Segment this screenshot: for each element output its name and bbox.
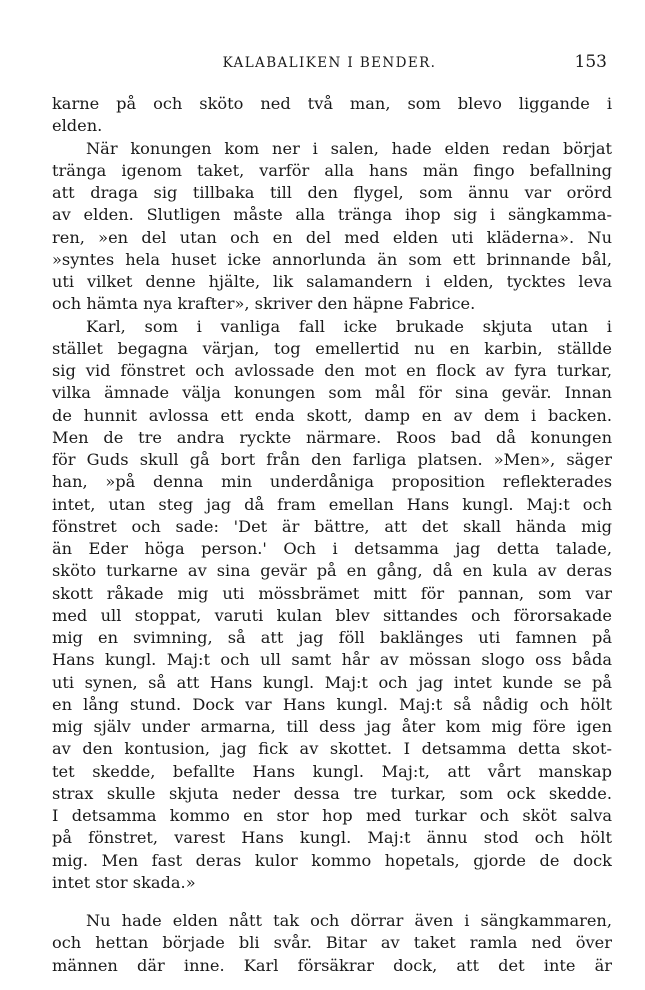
text-line: tet skedde, befallte Hans kungl. Maj:t, att vårt manskap (52, 761, 612, 781)
paragraph-gap (52, 894, 612, 910)
text-line: männen där inne. Karl försäkrar dock, att det inte är (52, 955, 612, 975)
text-line: tränga igenom taket, varför alla hans män fingo befallning (52, 160, 612, 180)
text-line: mig. Men fast deras kulor kommo hopetals, gjorde de dock (52, 850, 612, 870)
text-line: Men de tre andra ryckte närmare. Roos bad då konungen (52, 427, 612, 447)
text-line: på fönstret, varest Hans kungl. Maj:t ännu stod och hölt (52, 828, 612, 848)
text-line: än Eder höga person.' Och i detsamma jag detta talade, (52, 539, 612, 558)
text-line: en lång stund. Dock var Hans kungl. Maj:t så nådig och hölt (52, 694, 612, 714)
text-line: »syntes hela huset icke annorlunda än som ett brinnande bål, (52, 249, 612, 269)
text-line: fönstret och sade: 'Det är bättre, att det skall hända mig (52, 516, 612, 536)
text-line: och hämta nya krafter», skriver den häpne Fabrice. (52, 294, 476, 314)
text-line: ren, »en del utan och en del med elden uti kläderna». Nu (52, 227, 612, 247)
text-line: intet stor skada.» (52, 872, 196, 892)
text-line: strax skulle skjuta neder dessa tre turkar, som ock skedde. (52, 783, 612, 803)
text-line: de hunnit avlossa ett enda skott, damp en av dem i backen. (52, 405, 612, 425)
text-line: uti vilket denne hjälte, lik salamandern i elden, tycktes leva (52, 272, 612, 291)
text-line: mig en svimning, så att jag föll baklänges uti famnen på (52, 628, 612, 647)
text-line: Nu hade elden nått tak och dörrar även i sängkammaren, (86, 911, 612, 930)
text-line: Karl, som i vanliga fall icke brukade skjuta utan i (86, 316, 612, 336)
text-line: av den kontusion, jag fick av skottet. I detsamma detta skot- (52, 739, 612, 759)
text-line: och hettan började bli svår. Bitar av taket ramla ned över (52, 933, 612, 953)
running-head (52, 52, 607, 74)
text-line: stället begagna värjan, tog emellertid nu en karbin, ställde (52, 338, 612, 358)
text-line: att draga sig tillbaka till den flygel, som ännu var orörd (52, 183, 612, 202)
text-line: Hans kungl. Maj:t och ull samt hår av mössan slogo oss båda (52, 650, 612, 670)
text-line: med ull stoppat, varuti kulan blev sittandes och förorsakade (52, 605, 612, 625)
text-line: för Guds skull gå bort från den farliga platsen. »Men», säger (52, 450, 612, 469)
text-line: sig vid fönstret och avlossade den mot en flock av fyra turkar, (52, 361, 612, 380)
text-line: han, »på denna min underdåniga proposition reflekterades (52, 472, 612, 492)
running-title: KALABALIKEN I BENDER. (222, 55, 437, 71)
text-line: karne på och sköto ned två man, som blevo liggande i (52, 94, 612, 113)
text-line: skott råkade mig uti mössbrämet mitt för pannan, som var (52, 583, 612, 603)
page-number: 153 (574, 52, 607, 72)
text-line: uti synen, så att Hans kungl. Maj:t och jag intet kunde se på (52, 672, 612, 692)
text-line: I detsamma kommo en stor hop med turkar och sköt salva (52, 806, 612, 825)
text-line: mig själv under armarna, till dess jag åter kom mig före igen (52, 717, 612, 736)
text-line: sköto turkarne av sina gevär på en gång, då en kula av deras (52, 561, 612, 581)
text-line: När konungen kom ner i salen, hade elden redan börjat (86, 138, 612, 158)
text-line: elden. (52, 116, 103, 136)
body-text (52, 93, 612, 977)
text-line: av elden. Slutligen måste alla tränga ihop sig i sängkamma- (52, 205, 612, 225)
text-line: vilka ämnade välja konungen som mål för sina gevär. Innan (52, 383, 612, 403)
text-line: intet, utan steg jag då fram emellan Hans kungl. Maj:t och (52, 494, 612, 514)
